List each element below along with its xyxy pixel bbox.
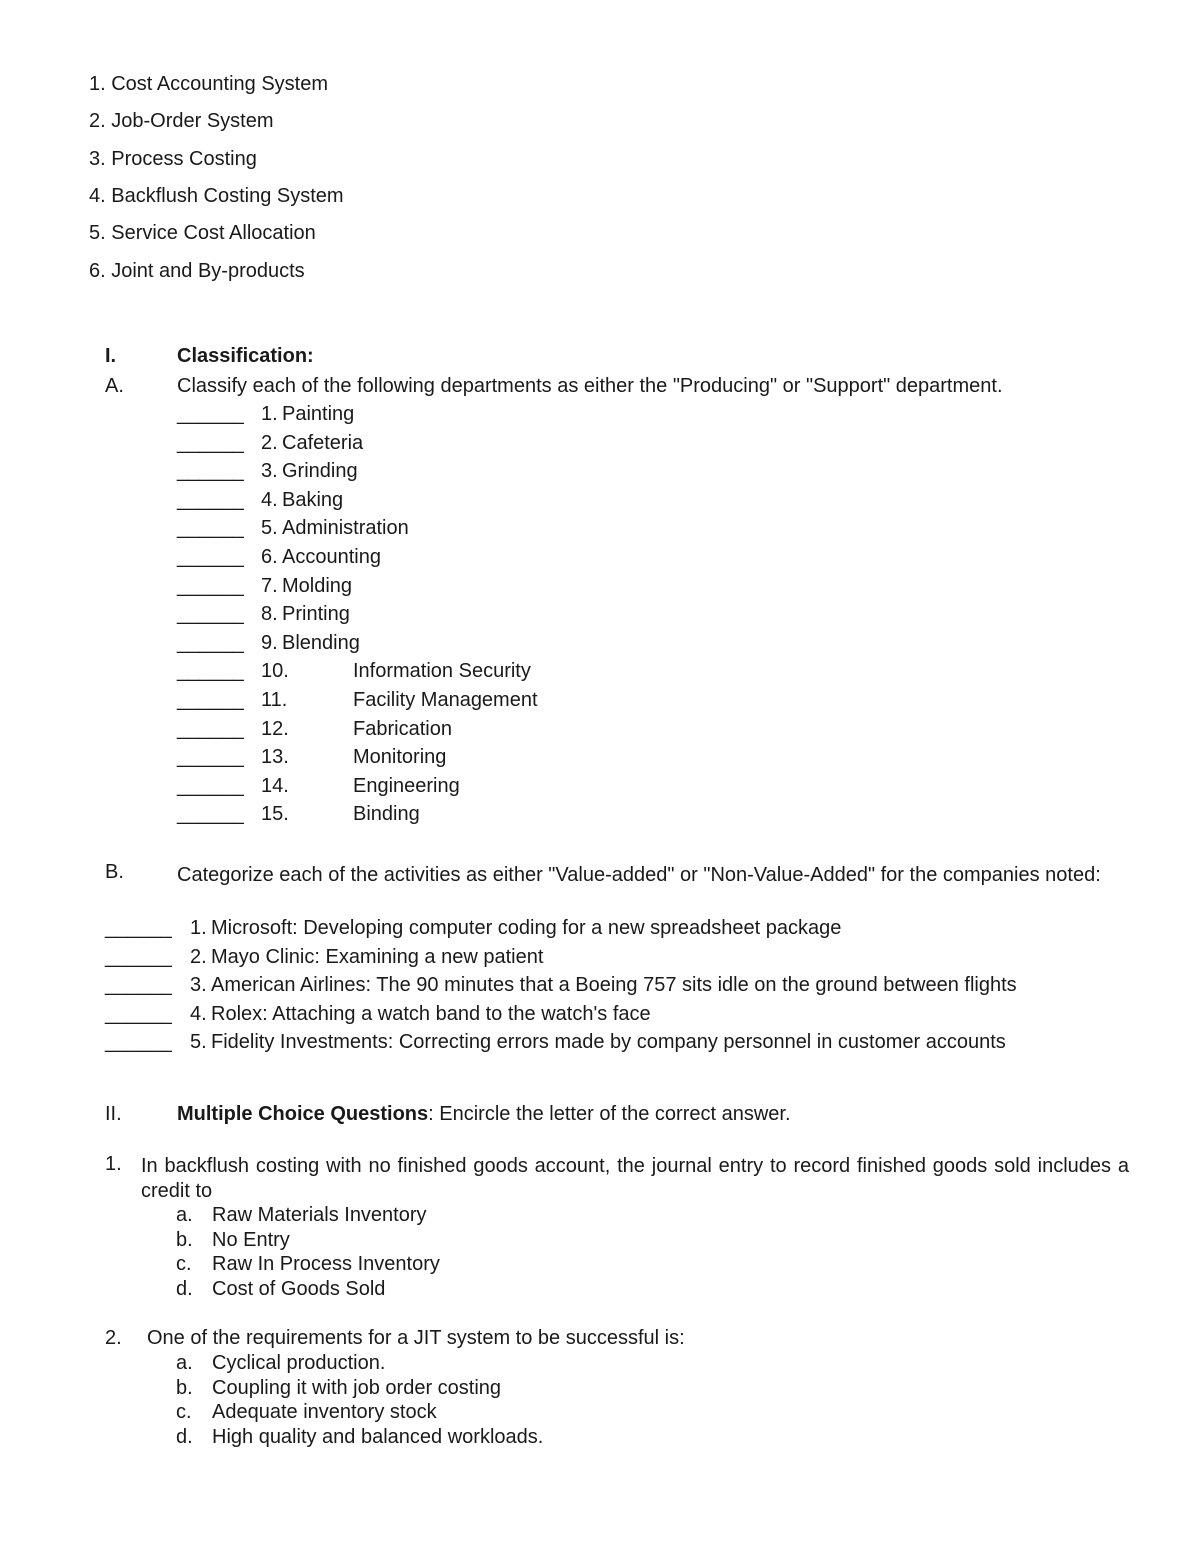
department-name: Cafeteria (282, 431, 364, 454)
choice-text: Cyclical production. (212, 1352, 386, 1374)
item-number: 2. (190, 945, 207, 968)
section-1-title: Classification: (177, 345, 314, 367)
answer-blank: ______ (177, 488, 244, 511)
item-number: 12. (261, 717, 289, 740)
answer-blank: ______ (177, 546, 244, 568)
question-number: 1. (105, 1153, 122, 1175)
choice-letter: b. (176, 1376, 193, 1399)
department-name: Fabrication (353, 717, 452, 740)
department-name: Administration (282, 517, 409, 540)
choice-letter: c. (176, 1253, 192, 1276)
choice-letter: d. (176, 1277, 193, 1300)
topic-item: 4. Backflush Costing System (89, 185, 344, 207)
answer-blank: ______ (177, 717, 244, 740)
activity-text: Microsoft: Developing computer coding for a new spreadsheet package (211, 917, 842, 939)
item-number: 1. (190, 917, 207, 939)
choice-letter: c. (176, 1401, 192, 1424)
section-2-instruction: : Encircle the letter of the correct answer. (428, 1103, 791, 1125)
answer-blank: ______ (177, 574, 244, 597)
question-number: 2. (105, 1327, 122, 1349)
item-number: 4. (261, 488, 278, 511)
answer-blank: ______ (177, 746, 244, 769)
item-number: 1. (261, 403, 278, 425)
item-number: 4. (190, 1002, 207, 1025)
choice-letter: a. (176, 1352, 193, 1374)
answer-blank: ______ (105, 974, 172, 996)
item-number: 5. (190, 1031, 207, 1053)
choice-text: No Entry (212, 1228, 290, 1251)
topic-item: 5. Service Cost Allocation (89, 222, 316, 244)
part-a-letter: A. (105, 375, 124, 397)
item-number: 13. (261, 746, 289, 769)
answer-blank: ______ (177, 460, 244, 483)
choice-text: Cost of Goods Sold (212, 1277, 386, 1300)
item-number: 9. (261, 631, 278, 654)
answer-blank: ______ (105, 1031, 172, 1053)
activity-text: Fidelity Investments: Correcting errors made by company personnel in customer accounts (211, 1031, 1006, 1053)
question-text: In backflush costing with no finished goods account, the journal entry to record finished goods sold includes a credit to (141, 1155, 1129, 1202)
activity-text: Rolex: Attaching a watch band to the watch's face (211, 1002, 651, 1025)
section-2-heading (177, 1104, 791, 1124)
department-name: Monitoring (353, 746, 447, 769)
item-number: 6. (261, 546, 278, 568)
item-number: 2. (261, 431, 278, 454)
choice-text: Adequate inventory stock (212, 1401, 437, 1424)
answer-blank: ______ (177, 431, 244, 454)
choice-text: Coupling it with job order costing (212, 1376, 502, 1399)
department-name: Information Security (353, 660, 531, 683)
item-number: 3. (190, 974, 207, 996)
answer-blank: ______ (105, 1002, 172, 1025)
choice-text: High quality and balanced workloads. (212, 1425, 544, 1448)
topic-item: 2. Job-Order System (89, 110, 274, 132)
part-b-instruction: Categorize each of the activities as either "Value-added" or "Non-Value-Added" for the companies noted: (177, 864, 1101, 886)
item-number: 10. (261, 660, 289, 683)
choice-letter: a. (176, 1204, 193, 1226)
choice-text: Raw In Process Inventory (212, 1253, 440, 1276)
answer-blank: ______ (177, 803, 244, 826)
department-name: Facility Management (353, 689, 538, 711)
choice-letter: b. (176, 1228, 193, 1251)
section-1-numeral: I. (105, 345, 117, 367)
answer-blank: ______ (177, 603, 244, 626)
item-number: 11. (261, 689, 288, 711)
activity-text: Mayo Clinic: Examining a new patient (211, 945, 544, 968)
item-number: 8. (261, 603, 278, 626)
answer-blank: ______ (177, 660, 244, 683)
section-2-numeral: II. (105, 1103, 122, 1125)
item-number: 14. (261, 774, 289, 797)
department-name: Baking (282, 488, 344, 511)
item-number: 15. (261, 803, 289, 826)
answer-blank: ______ (105, 945, 172, 968)
department-name: Blending (282, 631, 360, 654)
activity-text: American Airlines: The 90 minutes that a Boeing 757 sits idle on the ground between flights (211, 974, 1017, 996)
question-text: One of the requirements for a JIT system to be successful is: (147, 1327, 685, 1349)
answer-blank: ______ (177, 403, 244, 425)
answer-blank: ______ (177, 517, 244, 540)
department-name: Binding (353, 803, 420, 826)
department-name: Engineering (353, 774, 460, 797)
choice-text: Raw Materials Inventory (212, 1204, 427, 1226)
part-a-instruction: Classify each of the following departments as either the "Producing" or "Support" department. (177, 375, 1003, 397)
part-b-letter: B. (105, 861, 124, 883)
topic-item: 1. Cost Accounting System (89, 73, 329, 95)
department-name: Molding (282, 574, 353, 597)
choice-letter: d. (176, 1425, 193, 1448)
department-name: Painting (282, 403, 355, 425)
item-number: 3. (261, 460, 278, 483)
topic-item: 6. Joint and By-products (89, 260, 305, 282)
item-number: 5. (261, 517, 278, 540)
section-2-title: Multiple Choice Questions (177, 1103, 429, 1125)
department-name: Grinding (282, 460, 358, 483)
answer-blank: ______ (177, 774, 244, 797)
topic-item: 3. Process Costing (89, 148, 257, 170)
department-name: Printing (282, 603, 350, 626)
answer-blank: ______ (177, 631, 244, 654)
answer-blank: ______ (105, 917, 172, 939)
item-number: 7. (261, 574, 278, 597)
department-name: Accounting (282, 546, 381, 568)
answer-blank: ______ (177, 689, 244, 711)
